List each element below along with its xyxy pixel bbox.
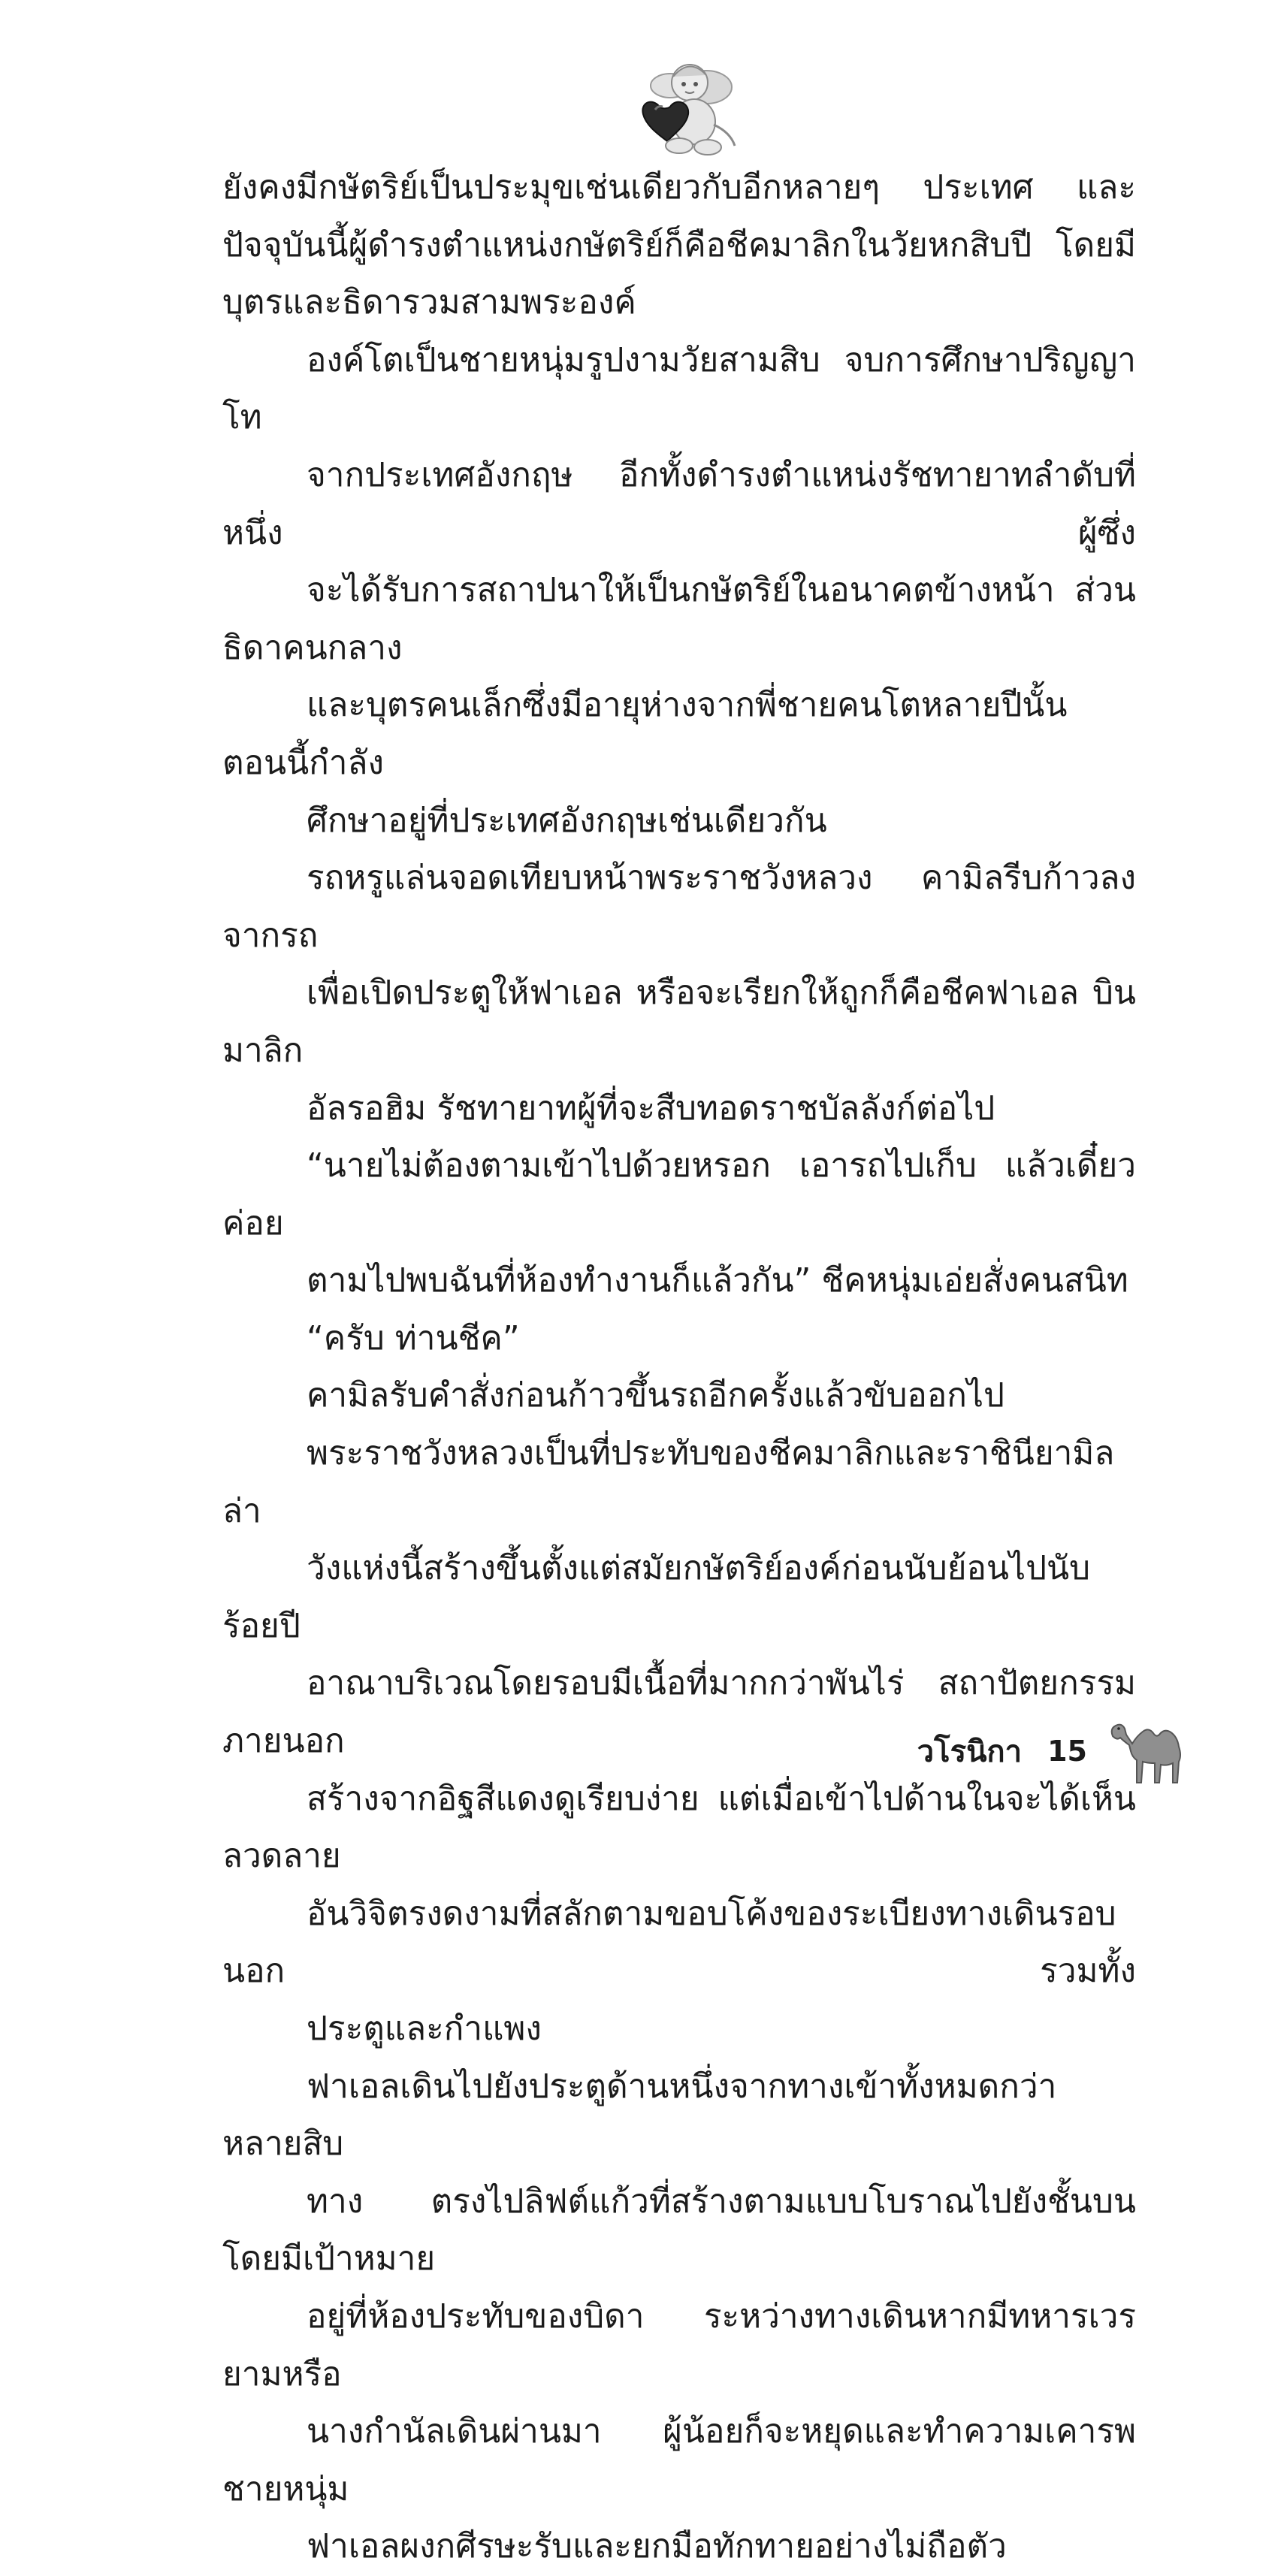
paragraph bbox=[222, 2058, 1136, 2576]
text-line: วังแห่งนี้สร้างขึ้นตั้งแต่สมัยกษัตริย์องค์ก่อนนับย้อนไปนับร้อยปี bbox=[222, 1549, 1091, 1645]
text-line: ฟาเอลผงกศีรษะรับและยกมือทักทายอย่างไม่ถือตัว bbox=[307, 2527, 1007, 2566]
body-text bbox=[222, 159, 1136, 2576]
paragraph bbox=[222, 1310, 1136, 1368]
text-line: จะได้รับการสถาปนาให้เป็นกษัตริย์ในอนาคตข้างหน้า ส่วนธิดาคนกลาง bbox=[222, 571, 1136, 667]
text-line: อาณาบริเวณโดยรอบมีเนื้อที่มากกว่าพันไร่ สถาปัตยกรรมภายนอก bbox=[222, 1664, 1136, 1761]
text-line: นางกำนัลเดินผ่านมา ผู้น้อยก็จะหยุดและทำความเคารพชายหนุ่ม bbox=[222, 2412, 1136, 2508]
text-line: จากประเทศอังกฤษ อีกทั้งดำรงตำแหน่งรัชทายาทลำดับที่หนึ่ง ผู้ซึ่ง bbox=[222, 455, 1136, 552]
text-line: ทาง ตรงไปลิฟต์แก้วที่สร้างตามแบบโบราณไปยังชั้นบน โดยมีเป้าหมาย bbox=[222, 2182, 1136, 2279]
text-line: อัลรอฮิม รัชทายาทผู้ที่จะสืบทอดราชบัลลังก์ต่อไป bbox=[307, 1089, 995, 1128]
cupid-with-heart-icon bbox=[625, 53, 745, 158]
text-line: พระราชวังหลวงเป็นที่ประทับของชีคมาลิกและราชินียามิลล่า bbox=[222, 1434, 1115, 1530]
book-title: วโรนิกา bbox=[917, 1735, 1023, 1769]
text-line: “นายไม่ต้องตามเข้าไปด้วยหรอก เอารถไปเก็บ แล้วเดี๋ยวค่อย bbox=[222, 1146, 1136, 1243]
text-line: สร้างจากอิฐสีแดงดูเรียบง่าย แต่เมื่อเข้าไปด้านในจะได้เห็นลวดลาย bbox=[222, 1779, 1136, 1876]
text-line: อยู่ที่ห้องประทับของบิดา ระหว่างทางเดินหากมีทหารเวรยามหรือ bbox=[222, 2297, 1136, 2393]
text-line: ปัจจุบันนี้ผู้ดำรงตำแหน่งกษัตริย์ก็คือชีคมาลิกในวัยหกสิบปี โดยมี bbox=[222, 225, 1136, 264]
text-line: ศึกษาอยู่ที่ประเทศอังกฤษเช่นเดียวกัน bbox=[307, 801, 827, 840]
text-line: และบุตรคนเล็กซึ่งมีอายุห่างจากพี่ชายคนโตหลายปีนั้น ตอนนี้กำลัง bbox=[222, 686, 1068, 782]
text-line: คามิลรับคำสั่งก่อนก้าวขึ้นรถอีกครั้งแล้วขับออกไป bbox=[307, 1376, 1005, 1415]
text-line: รถหรูแล่นจอดเทียบหน้าพระราชวังหลวง คามิลรีบก้าวลงจากรถ bbox=[222, 859, 1136, 955]
page-footer bbox=[917, 1702, 1189, 1800]
text-line: “ครับ ท่านชีค” bbox=[307, 1318, 520, 1357]
paragraph bbox=[222, 159, 1136, 332]
text-line: ประตูและกำแพง bbox=[307, 2010, 542, 2048]
text-line: องค์โตเป็นชายหนุ่มรูปงามวัยสามสิบ จบการศึกษาปริญญาโท bbox=[222, 340, 1136, 437]
paragraph bbox=[222, 1137, 1136, 1310]
camel-icon bbox=[1107, 1714, 1189, 1789]
paragraph bbox=[222, 332, 1136, 850]
text-line: ฟาเอลเดินไปยังประตูด้านหนึ่งจากทางเข้าทั้งหมดกว่าหลายสิบ bbox=[222, 2067, 1057, 2164]
text-line: บุตรและธิดารวมสามพระองค์ bbox=[222, 283, 636, 322]
text-line: ยังคงมีกษัตริย์เป็นประมุขเช่นเดียวกับอีกหลายๆ ประเทศ และ bbox=[222, 168, 1136, 207]
text-line: ตามไปพบฉันที่ห้องทำงานก็แล้วกัน” ชีคหนุ่มเอ่ยสั่งคนสนิท bbox=[307, 1261, 1128, 1300]
text-line: เพื่อเปิดประตูให้ฟาเอล หรือจะเรียกให้ถูกก็คือชีคฟาเอล บินมาลิก bbox=[222, 974, 1136, 1070]
paragraph bbox=[222, 1367, 1136, 1425]
text-line: อันวิจิตรงดงามที่สลักตามขอบโค้งของระเบียงทางเดินรอบนอก รวมทั้ง bbox=[222, 1894, 1136, 1991]
paragraph bbox=[222, 850, 1136, 1137]
page-number: 15 bbox=[1047, 1735, 1087, 1768]
